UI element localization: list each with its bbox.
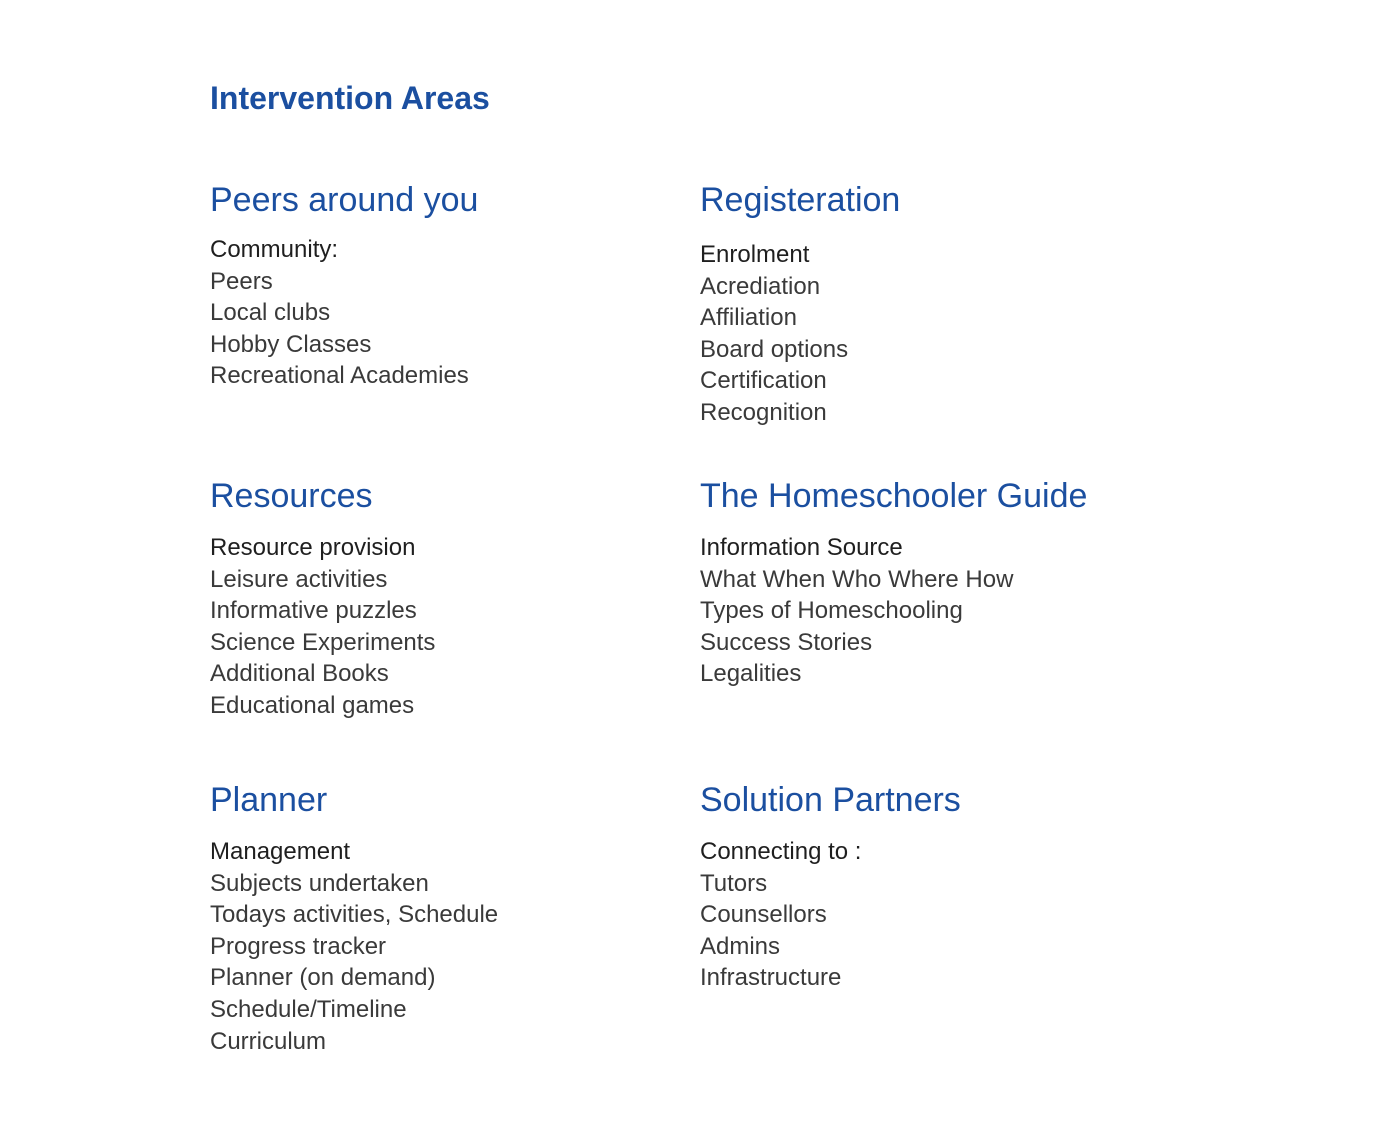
section-planner (210, 780, 680, 1057)
list-item: Tutors (700, 869, 768, 897)
list-item: Affiliation (700, 304, 797, 332)
section-item-list (210, 564, 680, 722)
list-item: Legalities (700, 660, 802, 688)
section-peers-around-you (210, 180, 680, 392)
section-heading: Solution Partners (700, 781, 961, 819)
list-item: Planner (on demand) (210, 964, 436, 992)
section-subheading: Enrolment (700, 241, 810, 268)
list-item: Infrastructure (700, 964, 842, 992)
section-subheading: Information Source (700, 534, 903, 561)
section-solution-partners (700, 780, 1170, 994)
section-subheading: Connecting to : (700, 838, 862, 865)
section-item-list (700, 271, 1170, 429)
section-item-list (210, 266, 680, 392)
list-item: Recreational Academies (210, 362, 469, 390)
section-heading: Planner (210, 781, 328, 819)
page-title: Intervention Areas (210, 80, 490, 116)
list-item: Additional Books (210, 660, 389, 688)
list-item: Acrediation (700, 272, 821, 300)
list-item: Curriculum (210, 1027, 327, 1055)
section-homeschooler-guide (700, 476, 1170, 690)
list-item: Progress tracker (210, 932, 387, 960)
section-item-list (700, 868, 1170, 994)
list-item: Success Stories (700, 628, 873, 656)
list-item: Local clubs (210, 299, 331, 327)
list-item: Recognition (700, 398, 827, 426)
section-resources (210, 476, 680, 722)
section-subheading: Resource provision (210, 534, 416, 561)
list-item: Schedule/Timeline (210, 995, 407, 1023)
list-item: Science Experiments (210, 628, 436, 656)
section-heading: The Homeschooler Guide (700, 477, 1088, 515)
list-item: Leisure activities (210, 565, 388, 593)
section-subheading: Community: (210, 236, 339, 263)
section-subheading: Management (210, 838, 351, 865)
list-item: Counsellors (700, 901, 827, 929)
section-heading: Resources (210, 477, 373, 515)
list-item: Subjects undertaken (210, 869, 429, 897)
list-item: Admins (700, 932, 781, 960)
list-item: Todays activities, Schedule (210, 901, 499, 929)
list-item: Board options (700, 335, 849, 363)
list-item: Certification (700, 367, 827, 395)
section-registeration (700, 180, 1170, 429)
list-item: Types of Homeschooling (700, 597, 963, 625)
list-item: What When Who Where How (700, 565, 1014, 593)
section-item-list (210, 868, 680, 1058)
list-item: Informative puzzles (210, 597, 417, 625)
list-item: Peers (210, 267, 273, 295)
list-item: Hobby Classes (210, 330, 372, 358)
section-heading: Registeration (700, 181, 901, 219)
section-heading: Peers around you (210, 181, 479, 219)
list-item: Educational games (210, 691, 415, 719)
section-item-list (700, 564, 1170, 690)
